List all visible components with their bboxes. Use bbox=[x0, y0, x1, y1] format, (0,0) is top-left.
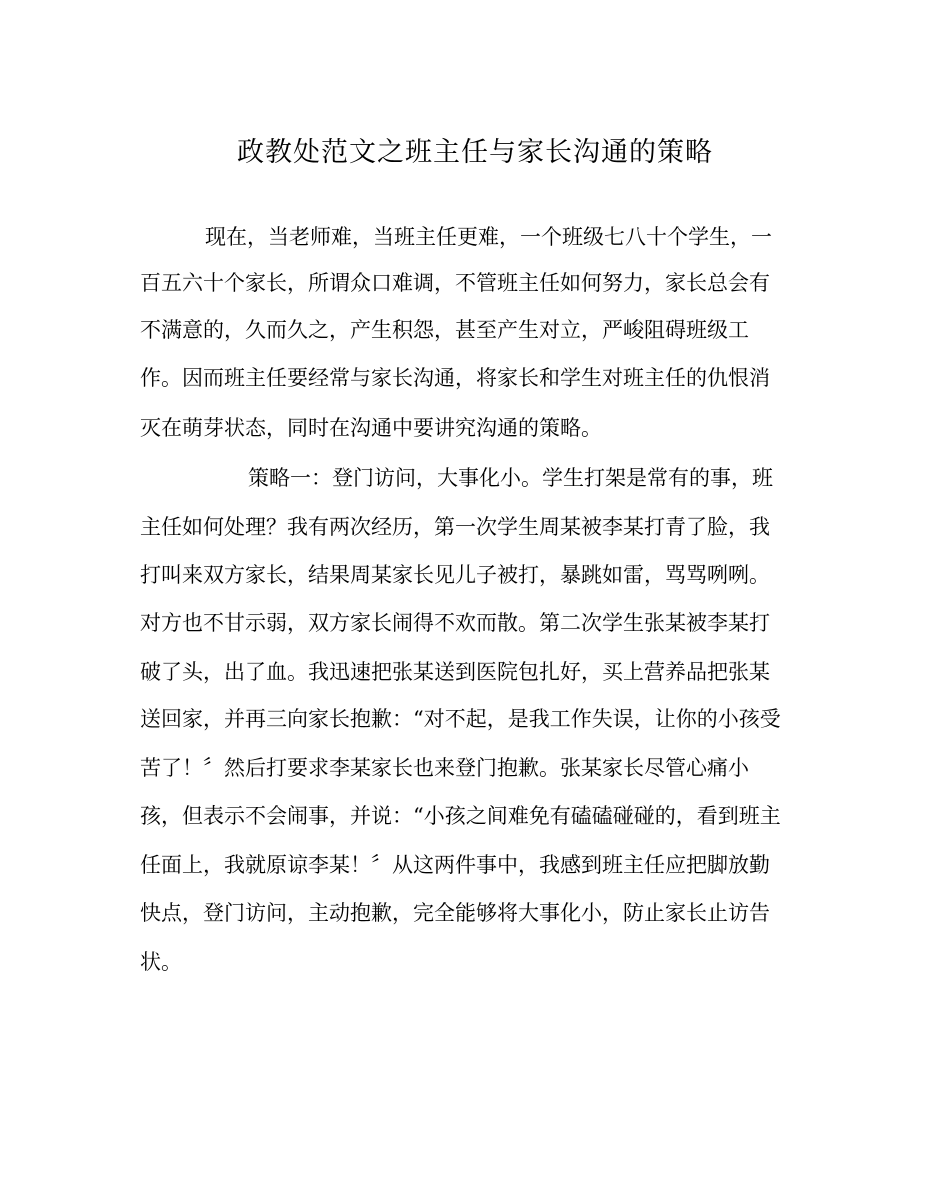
paragraph-line: 现在，当老师难，当班主任更难，一个班级七八十个学生，一 bbox=[205, 225, 772, 249]
paragraph-line: 百五六十个家长，所谓众口难调，不管班主任如何努力，家长总会有 bbox=[140, 271, 770, 295]
paragraph-line: 孩，但表示不会闹事，并说：“小孩之间难免有磕磕碰碰的，看到班主 bbox=[140, 804, 781, 828]
paragraph-line: 状。 bbox=[140, 950, 182, 974]
paragraph-line: 任面上，我就原谅李某！〞从这两件事中，我感到班主任应把脚放勤 bbox=[140, 853, 770, 877]
paragraph-line: 作。因而班主任要经常与家长沟通，将家长和学生对班主任的仇恨消 bbox=[140, 366, 770, 390]
paragraph-line: 苦了！〞然后打要求李某家长也来登门抱歉。张某家长尽管心痛小 bbox=[140, 756, 749, 780]
paragraph-line: 策略一：登门访问，大事化小。学生打架是常有的事，班 bbox=[248, 466, 773, 490]
paragraph-line: 对方也不甘示弱，双方家长闹得不欢而散。第二次学生张某被李某打 bbox=[140, 611, 770, 635]
paragraph-line: 主任如何处理？我有两次经历，第一次学生周某被李某打青了脸，我 bbox=[140, 515, 770, 539]
paragraph-line: 送回家，并再三向家长抱歉：“对不起，是我工作失误，让你的小孩受 bbox=[140, 707, 781, 731]
paragraph-line: 不满意的，久而久之，产生积怨，甚至产生对立，严峻阻碍班级工 bbox=[140, 318, 749, 342]
paragraph-line: 快点，登门访问，主动抱歉，完全能够将大事化小，防止家长止访告 bbox=[140, 901, 770, 925]
paragraph-line: 灭在萌芽状态，同时在沟通中要讲究沟通的策略。 bbox=[140, 416, 602, 440]
document-title: 政教处范文之班主任与家长沟通的策略 bbox=[237, 137, 713, 168]
paragraph-line: 破了头，出了血。我迅速把张某送到医院包扎好，买上营养品把张某 bbox=[140, 660, 770, 684]
paragraph-line: 打叫来双方家长，结果周某家长见儿子被打，暴跳如雷，骂骂咧咧。 bbox=[140, 563, 770, 587]
